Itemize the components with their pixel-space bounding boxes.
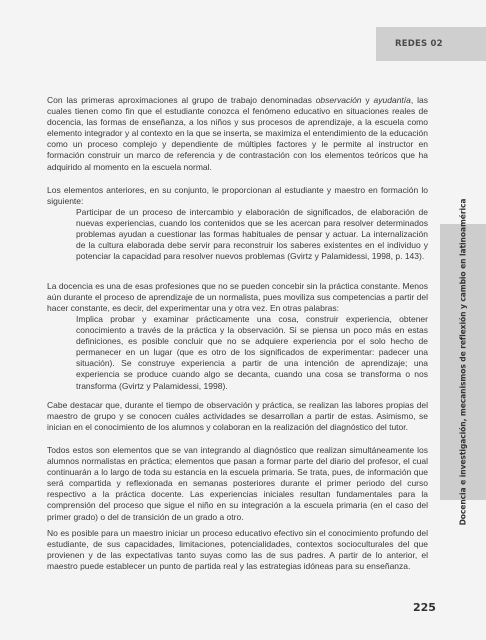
paragraph-3: La docencia es una de esas profesiones que no se pueden concebir sin la práctica constante. Menos aún durante el proceso de aprendizaje de un normalista, pues moviliza sus competencias a partir del hacer constante, es decir, del experimentar una y otra vez. En otras palabras:: [47, 281, 428, 314]
block-quote-2: Implica probar y examinar prácticamente una cosa, construir experiencia, obtener conocimiento a través de la práctica y la observación. Si se piensa un poco más en estas definiciones, es posible concluir que no se adquiere experiencia por el solo hecho de permanecer en un lugar (que es otro de los significados de experimentar: padecer una situación). Se construye experiencia a partir de una intención de aprendizaje; una experiencia se produce cuando algo se decanta, cuando una cosa se transforma o nos transforma (Gvirtz y Palamidessi, 1998).: [76, 314, 428, 391]
paragraph-6: No es posible para un maestro iniciar un proceso educativo efectivo sin el conocimiento profundo del estudiante, de sus capacidades, limitaciones, potencialidades, contextos socioculturales del que provienen y de las expectativas tanto suyas como las de sus padres. A partir de lo anterior, el maestro puede establecer un punto de partida real y las estrategias idóneas para su enseñanza.: [47, 528, 428, 572]
emphasis-observacion: observación: [315, 95, 362, 105]
paragraph-4: Cabe destacar que, durante el tiempo de observación y práctica, se realizan las labores propias del maestro de grupo y se conocen cuáles actividades se desarrollan a partir de estas. Asimismo, se inician en el conocimiento de los alumnos y colaboran en la realización del diagnóstico del tutor.: [47, 400, 428, 433]
paragraph-2: Los elementos anteriores, en su conjunto, le proporcionan al estudiante y maestro en formación lo siguiente:: [47, 185, 428, 207]
paragraph-1: Con las primeras aproximaciones al grupo de trabajo denominadas observación y ayudantía, las cuales tienen como fin que el estudiante conozca el fenómeno educativo en situaciones reales de docencia, las formas de enseñanza, a los niños y sus procesos de aprendizaje, a la escuela como elemento integrador y al contexto en la que se inserta, se maximiza el entendimiento de la educación como un proceso complejo y dependiente de múltiples factores y le permite al instructor en formación construir un marco de referencia y de contrastación con los elementos teóricos que ha adquirido al momento en la escuela normal.: [47, 95, 428, 172]
page-number: 225: [413, 601, 436, 614]
block-quote-1: Participar de un proceso de intercambio y elaboración de significados, de elaboración de nuevas experiencias, cuando los contenidos que se les acercan para resolver determinados problemas ayudan a cuestionar las formas habituales de pensar y actuar. La internalización de la cultura elaborada debe servir para reconstruir los saberes existentes en el individuo y potenciar la capacidad para resolver nuevos problemas (Gvirtz y Palamidessi, 1998, p. 143).: [76, 207, 428, 262]
emphasis-ayudantia: ayudantía: [373, 95, 411, 105]
running-header: REDES 02: [395, 39, 443, 49]
paragraph-5: Todos estos son elementos que se van integrando al diagnóstico que realizan simultáneamente los alumnos normalistas en práctica; elementos que pasan a formar parte del diario del profesor, el cual continuarán a lo largo de toda su estancia en la escuela primaria. Se trata, pues, de información que será compartida y reflexionada en semanas posteriores durante el primer periodo del curso respectivo a la práctica docente. Las experiencias iniciales resultan fundamentales para la comprensión del proceso que sigue el niño en su integración a la escuela primaria (en el caso del primer grado) o del de transición de un grado a otro.: [47, 445, 428, 522]
side-chapter-label: Docencia e investigación, mecanismos de reflexión y cambio en latinoamérica: [458, 198, 468, 526]
